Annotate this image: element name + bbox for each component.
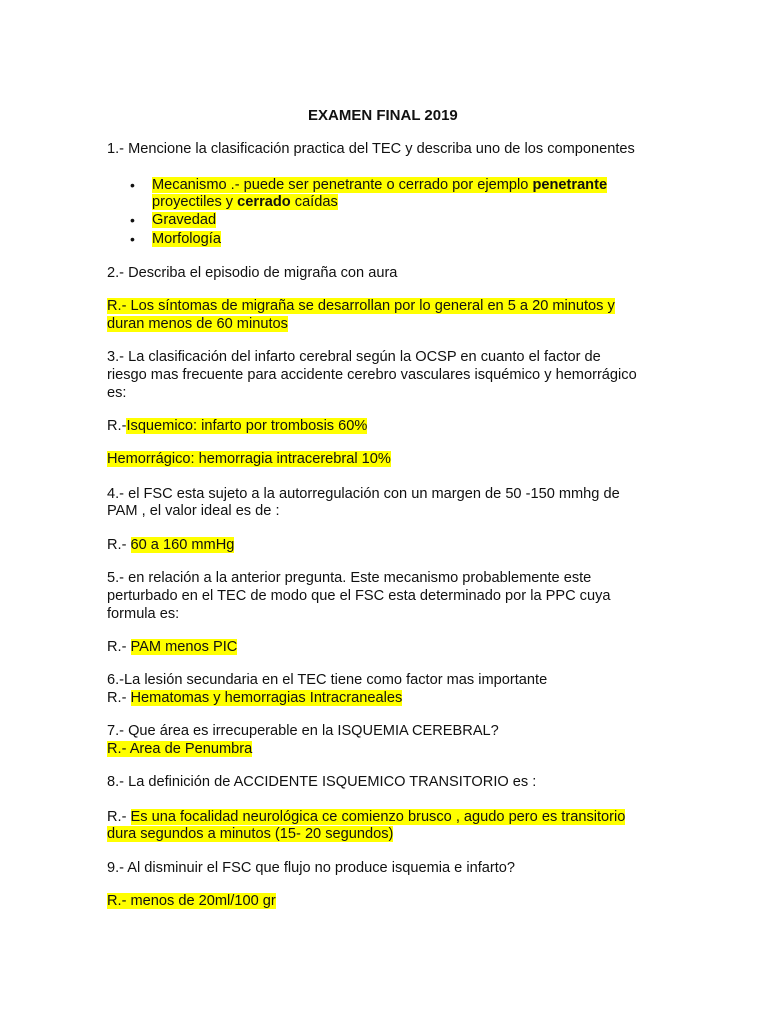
bullet-item-morfologia: Morfología: [152, 231, 221, 247]
answer-5: R.- PAM menos PIC: [107, 639, 238, 655]
question-5-line3: formula es:: [107, 606, 180, 622]
bullet-marker: •: [130, 212, 135, 228]
answer-3b: Hemorrágico: hemorragia intracerebral 10%: [107, 451, 391, 467]
question-1: 1.- Mencione la clasificación practica del TEC y describa uno de los componentes: [107, 141, 635, 157]
bullet-item-mecanismo-cont: proyectiles y cerrado caídas: [152, 194, 338, 210]
answer-3a: R.-Isquemico: infarto por trombosis 60%: [107, 418, 368, 434]
question-8: 8.- La definición de ACCIDENTE ISQUEMICO TRANSITORIO es :: [107, 774, 537, 790]
answer-2-line2: duran menos de 60 minutos: [107, 316, 288, 332]
question-3-line2: riesgo mas frecuente para accidente cerebro vasculares isquémico y hemorrágico: [107, 367, 637, 383]
question-3-line3: es:: [107, 385, 127, 401]
bullet-marker: •: [130, 177, 135, 193]
answer-9: R.- menos de 20ml/100 gr: [107, 893, 276, 909]
question-4-line1: 4.- el FSC esta sujeto a la autorregulación con un margen de 50 -150 mmhg de: [107, 486, 620, 502]
answer-7: R.- Area de Penumbra: [107, 741, 253, 757]
answer-8-line1: R.- Es una focalidad neurológica ce comienzo brusco , agudo pero es transitorio: [107, 809, 626, 825]
answer-4: R.- 60 a 160 mmHg: [107, 537, 235, 553]
exam-title: EXAMEN FINAL 2019: [308, 107, 458, 124]
question-5-line2: perturbado en el TEC de modo que el FSC esta determinado por la PPC cuya: [107, 588, 611, 604]
answer-2-line1: R.- Los síntomas de migraña se desarrollan por lo general en 5 a 20 minutos y: [107, 298, 615, 314]
question-7: 7.- Que área es irrecuperable en la ISQUEMIA CEREBRAL?: [107, 723, 499, 739]
bullet-item-mecanismo: Mecanismo .- puede ser penetrante o cerrado por ejemplo penetrante: [152, 177, 608, 193]
question-3-line1: 3.- La clasificación del infarto cerebral según la OCSP en cuanto el factor de: [107, 349, 601, 365]
question-9: 9.- Al disminuir el FSC que flujo no produce isquemia e infarto?: [107, 860, 516, 876]
bullet-item-gravedad: Gravedad: [152, 212, 217, 228]
answer-6: R.- Hematomas y hemorragias Intracraneales: [107, 690, 403, 706]
question-5-line1: 5.- en relación a la anterior pregunta. Este mecanismo probablemente este: [107, 570, 592, 586]
bullet-marker: •: [130, 231, 135, 247]
question-4-line2: PAM , el valor ideal es de :: [107, 503, 280, 519]
question-2: 2.- Describa el episodio de migraña con aura: [107, 265, 398, 281]
answer-8-line2: dura segundos a minutos (15- 20 segundos): [107, 826, 394, 842]
question-6: 6.-La lesión secundaria en el TEC tiene como factor mas importante: [107, 672, 548, 688]
